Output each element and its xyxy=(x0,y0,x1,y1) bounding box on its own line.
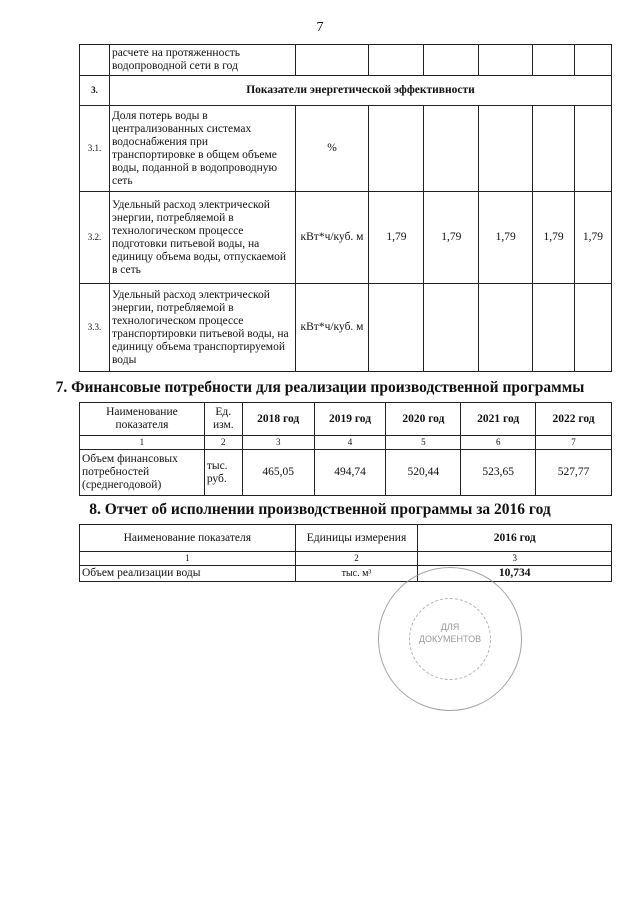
value-cell: 523,65 xyxy=(461,450,536,496)
table-row xyxy=(80,45,612,76)
section-header-row xyxy=(80,76,612,106)
column-number: 1 xyxy=(80,552,296,566)
header-row xyxy=(80,403,612,436)
header-row xyxy=(80,525,612,552)
row-unit: тыс. руб. xyxy=(204,450,242,496)
value-cell xyxy=(574,284,611,372)
row-number: 3.3. xyxy=(80,284,110,372)
value-cell xyxy=(424,284,479,372)
value-cell: 465,05 xyxy=(242,450,314,496)
program-report-table xyxy=(79,524,612,582)
value-cell: 1,79 xyxy=(574,192,611,284)
row-number: 3.1. xyxy=(80,106,110,192)
value-cell: 1,79 xyxy=(369,192,424,284)
column-number: 7 xyxy=(536,436,612,450)
row-unit: тыс. м³ xyxy=(295,566,418,582)
column-number: 2 xyxy=(295,552,418,566)
value-cell xyxy=(424,106,479,192)
stamp-text: ДЛЯ xyxy=(440,622,460,632)
value-cell xyxy=(479,106,533,192)
column-header: 2016 год xyxy=(418,525,612,552)
row-name: расчете на протяженность водопроводной сети в год xyxy=(109,45,295,76)
column-header: 2020 год xyxy=(386,403,461,436)
value-cell: 520,44 xyxy=(386,450,461,496)
table-row xyxy=(80,106,612,192)
row-unit: кВт*ч/куб. м xyxy=(295,284,369,372)
column-number: 3 xyxy=(418,552,612,566)
value-cell: 527,77 xyxy=(536,450,612,496)
section7-title: 7. Финансовые потребности для реализации производственной программы xyxy=(55,379,585,396)
row-name: Удельный расход электрической энергии, потребляемой в технологическом процессе транспортировки питьевой воды, на единицу объема транспортируемой воды xyxy=(109,284,295,372)
value-cell xyxy=(369,106,424,192)
table-row xyxy=(80,284,612,372)
column-header: Наименование показателя xyxy=(80,403,205,436)
row-unit: кВт*ч/куб. м xyxy=(295,192,369,284)
row-name: Удельный расход электрической энергии, потребляемой в технологическом процессе подготовки питьевой воды, на единицу объема воды, отпускаемой в сеть xyxy=(109,192,295,284)
column-number: 6 xyxy=(461,436,536,450)
column-number: 2 xyxy=(204,436,242,450)
section-title: Показатели энергетической эффективности xyxy=(109,76,611,106)
column-number: 4 xyxy=(314,436,386,450)
column-header: 2018 год xyxy=(242,403,314,436)
column-number-row xyxy=(80,436,612,450)
table-row xyxy=(80,192,612,284)
column-number: 3 xyxy=(242,436,314,450)
value-cell: 1,79 xyxy=(533,192,575,284)
value-cell xyxy=(533,106,575,192)
column-header: 2019 год xyxy=(314,403,386,436)
row-unit: % xyxy=(295,106,369,192)
row-name: Доля потерь воды в централизованных системах водоснабжения при транспортировке в общем объеме воды, поданной в водопроводную сеть xyxy=(109,106,295,192)
value-cell: 494,74 xyxy=(314,450,386,496)
table-row xyxy=(80,566,612,582)
value-cell: 1,79 xyxy=(424,192,479,284)
row-number: 3.2. xyxy=(80,192,110,284)
column-header: 2022 год xyxy=(536,403,612,436)
value-cell xyxy=(533,284,575,372)
section8-title: 8. Отчет об исполнении производственной программы за 2016 год xyxy=(89,501,551,518)
column-number: 1 xyxy=(80,436,205,450)
value-cell xyxy=(369,284,424,372)
row-name: Объем финансовых потребностей (среднегодовой) xyxy=(80,450,205,496)
page-number: 7 xyxy=(316,20,324,35)
financial-needs-table xyxy=(79,402,612,496)
energy-efficiency-table xyxy=(79,44,612,372)
organization-stamp xyxy=(378,567,522,711)
stamp-text: ДОКУМЕНТОВ xyxy=(418,634,482,644)
column-header: Ед. изм. xyxy=(204,403,242,436)
column-number-row xyxy=(80,552,612,566)
section-number: 3. xyxy=(80,76,110,106)
row-name: Объем реализации воды xyxy=(80,566,296,582)
value-cell: 1,79 xyxy=(479,192,533,284)
value-cell: 10,734 xyxy=(418,566,612,582)
column-header: Единицы измерения xyxy=(295,525,418,552)
column-header: 2021 год xyxy=(461,403,536,436)
value-cell xyxy=(479,284,533,372)
column-number: 5 xyxy=(386,436,461,450)
table-row xyxy=(80,450,612,496)
value-cell xyxy=(574,106,611,192)
column-header: Наименование показателя xyxy=(80,525,296,552)
